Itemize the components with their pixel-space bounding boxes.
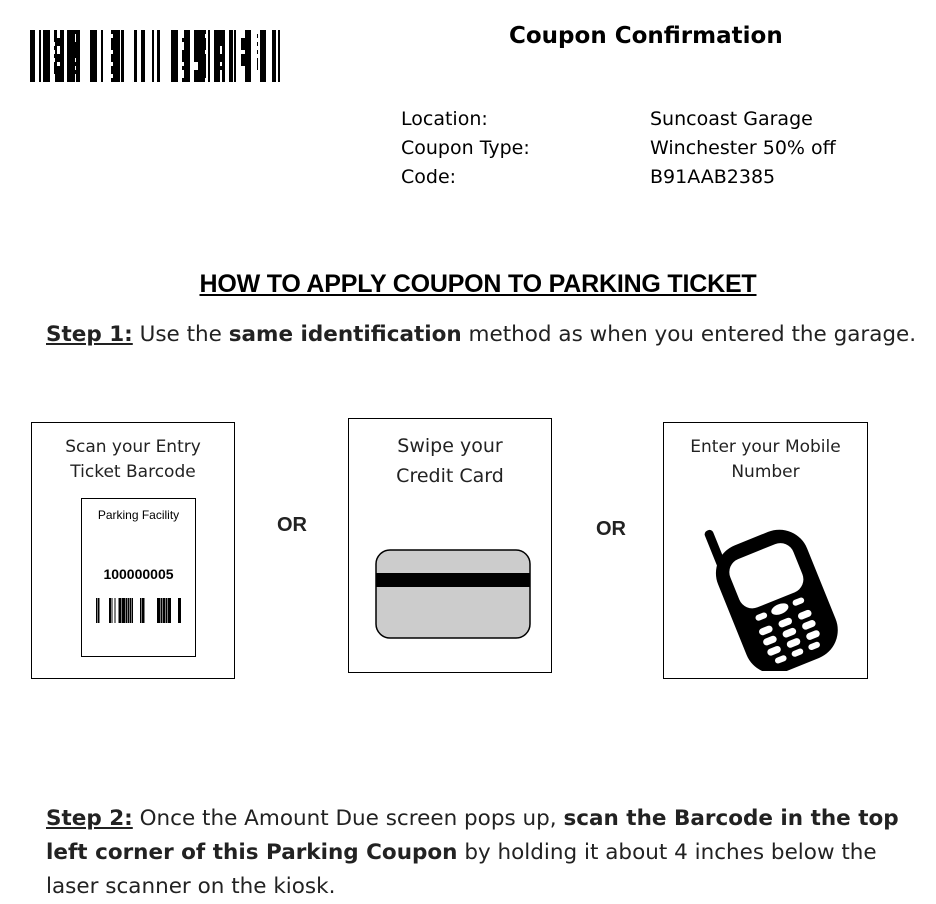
method-box-mobile (663, 422, 868, 679)
method-box-ticket (31, 422, 235, 679)
card-caption (349, 431, 551, 491)
credit-card-icon (375, 549, 531, 639)
or-separator-1: OR (277, 514, 307, 536)
ticket-caption (32, 435, 234, 485)
step1-text (46, 318, 916, 352)
coupon-type-label: Coupon Type: (401, 137, 530, 159)
ticket-caption-line1: Scan your Entry (65, 437, 201, 457)
step1-text-b: method as when you entered the garage. (461, 322, 917, 347)
card-caption-line1: Swipe your (397, 435, 503, 457)
coupon-type-value: Winchester 50% off (650, 137, 836, 159)
step1-emphasis: same identification (228, 322, 462, 347)
method-box-card (348, 418, 552, 673)
page-title: Coupon Confirmation (509, 23, 783, 49)
ticket-facility-label: Parking Facility (97, 508, 180, 522)
location-value: Suncoast Garage (650, 108, 813, 130)
mobile-caption (664, 435, 867, 485)
step2-label: Step 2: (46, 806, 133, 831)
step2-text-a: Once the Amount Due screen pops up, (132, 806, 564, 831)
coupon-barcode (30, 30, 280, 82)
mobile-phone-icon (698, 505, 846, 671)
step1-label: Step 1: (46, 322, 133, 347)
mobile-caption-line1: Enter your Mobile (690, 437, 841, 457)
ticket-number: 100000005 (103, 566, 174, 582)
step2-text (46, 802, 926, 904)
parking-ticket-illustration (81, 498, 196, 657)
location-label: Location: (401, 108, 488, 130)
step2-emphasis: scan the Barcode in the top left corner of this Parking Coupon (46, 806, 899, 865)
mobile-caption-line2: Number (731, 462, 800, 482)
instructions-heading: HOW TO APPLY COUPON TO PARKING TICKET (199, 270, 757, 298)
code-value: B91AAB2385 (650, 166, 776, 188)
step2-text-b: by holding it about 4 inches below the laser scanner on the kiosk. (46, 840, 877, 899)
ticket-caption-line2: Ticket Barcode (70, 462, 196, 482)
card-caption-line2: Credit Card (396, 465, 504, 487)
code-label: Code: (401, 166, 457, 188)
ticket-barcode-icon (96, 598, 182, 623)
or-separator-2: OR (596, 518, 626, 540)
step1-text-a: Use the (132, 322, 229, 347)
